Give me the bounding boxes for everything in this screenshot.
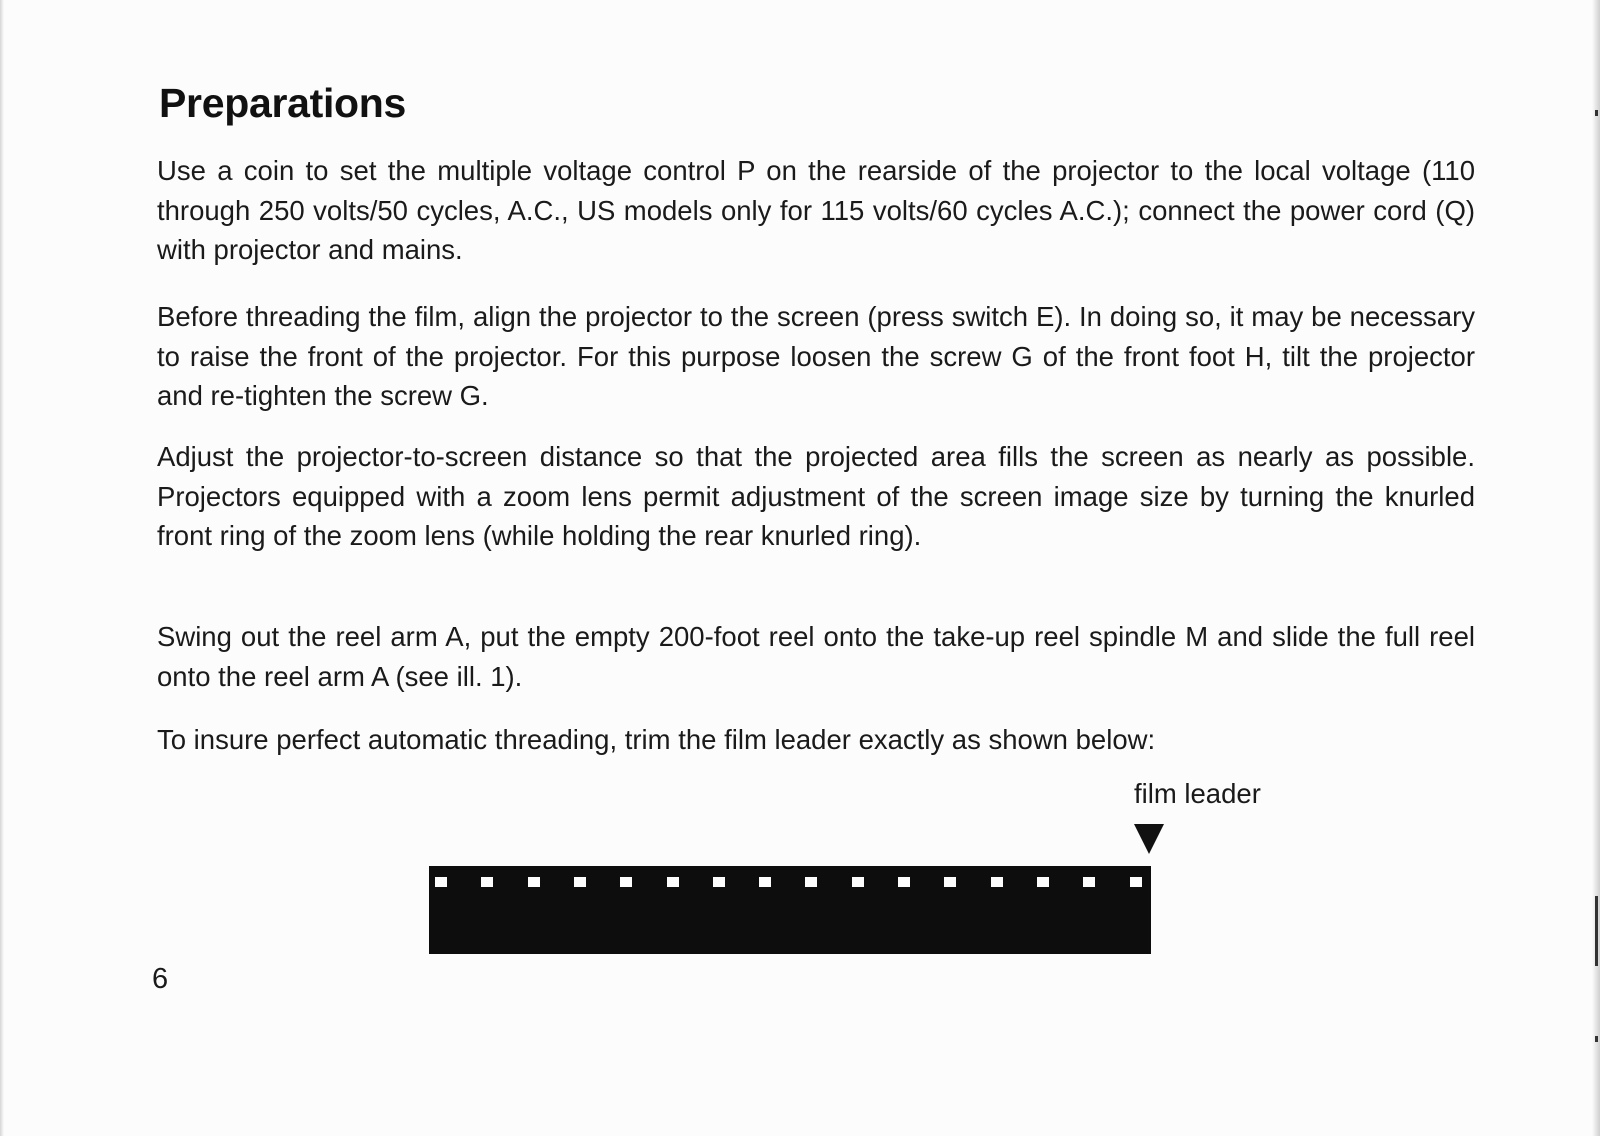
film-perforation [944,877,956,887]
film-perforation [805,877,817,887]
paragraph-alignment: Before threading the film, align the projector to the screen (press switch E). In doing so, it may be necessary to raise the front of the projector. For this purpose loosen the screw G of the front foot H, tilt the projector and re-tighten the screw G. [157,301,1475,411]
film-perforation [481,877,493,887]
film-perforation [620,877,632,887]
page-number: 6 [152,963,169,995]
paragraph-reel-arm: Swing out the reel arm A, put the empty 200-foot reel onto the take-up reel spindle M and slide the full reel onto the reel arm A (see ill. 1). [157,621,1475,692]
film-strip-illustration [429,866,1151,954]
film-perforation [1130,877,1142,887]
film-leader-label: film leader [1134,778,1261,809]
page-title: Preparations [159,80,407,126]
film-perforation [574,877,586,887]
film-perforation [759,877,771,887]
page-edge-left [0,0,4,1136]
film-perforation [898,877,910,887]
margin-tick-mark [1595,1036,1598,1042]
paragraph-threading: To insure perfect automatic threading, trim the film leader exactly as shown below: [157,724,1156,755]
paragraph-voltage: Use a coin to set the multiple voltage control P on the rearside of the projector to the local voltage (110 through 250 volts/50 cycles, A.C., US models only for 115 volts/60 cycles A.C.); connect the power cord (Q) with projector and mains. [157,155,1475,265]
margin-binding-mark [1595,896,1598,966]
film-perforation [435,877,447,887]
film-perforation [528,877,540,887]
margin-tick-mark [1595,110,1598,116]
down-triangle-icon [1134,824,1164,854]
paragraph-distance: Adjust the projector-to-screen distance so that the projected area fills the screen as nearly as possible. Projectors equipped with a zoom lens permit adjustment of the screen image size by turning the knurled front ring of the zoom lens (while holding the rear knurled ring). [157,441,1475,551]
film-perforation [852,877,864,887]
film-perforation [713,877,725,887]
film-perforation [1083,877,1095,887]
film-perforation [991,877,1003,887]
film-perforation [1037,877,1049,887]
film-perforation [667,877,679,887]
